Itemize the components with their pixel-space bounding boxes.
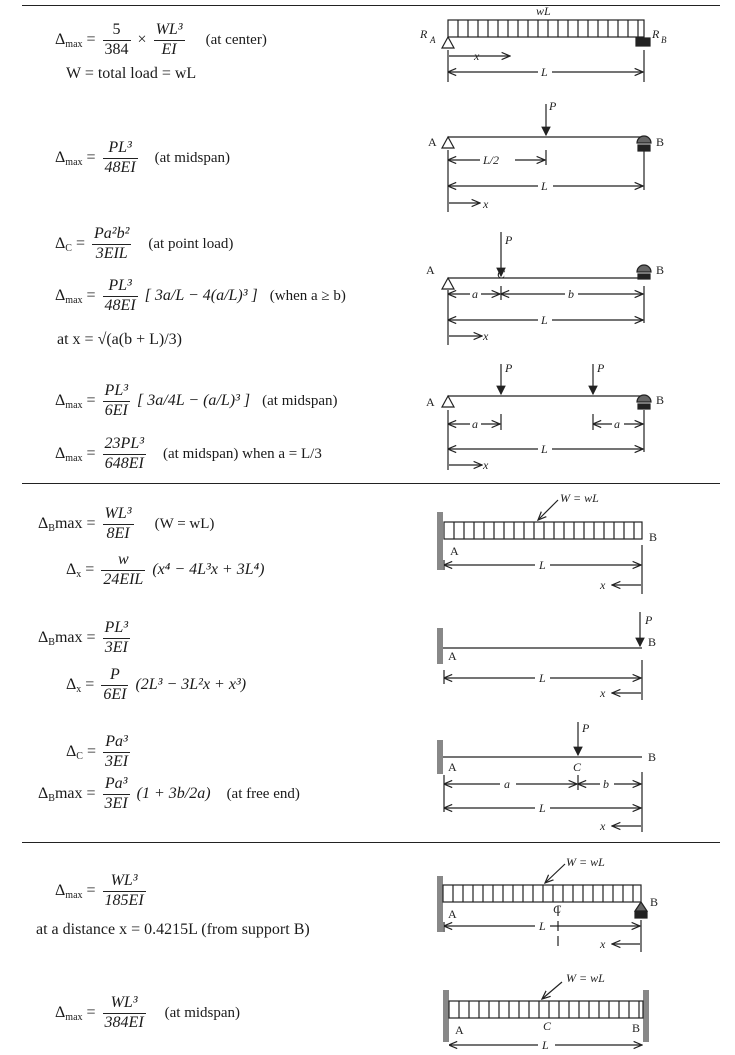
svg-text:L: L [541, 313, 548, 327]
diagram-2 [442, 104, 651, 212]
formula-9: $\Delta_{max}$ = $\frac{\text{WL³}}{384EI}$ (at midspan) [55, 994, 241, 1031]
svg-text:R: R [652, 27, 660, 41]
svg-text:B: B [649, 530, 658, 544]
formula-1: $\Delta_{max}$ = $\frac{5}{384}$ × $\frac{\text{WL³}}{EI}$ (at center) [55, 21, 267, 58]
svg-text:L/2: L/2 [483, 153, 500, 167]
svg-text:a: a [504, 777, 510, 791]
svg-text:A: A [430, 35, 436, 45]
svg-text:x: x [483, 197, 489, 211]
svg-text:B: B [661, 35, 667, 45]
svg-text:L: L [539, 558, 546, 572]
svg-text:a: a [614, 417, 620, 431]
svg-text:L: L [541, 179, 548, 193]
formula-8a: $\Delta_{max}$ = $\frac{\text{WL³}}{185EI}$ [55, 872, 144, 909]
svg-text:P: P [505, 233, 513, 247]
formula-6a: $\Delta_B\max$ = $\frac{\text{PL³}}{3EI}$ [38, 619, 129, 656]
formula-3b: $\Delta_{max}$ = $\frac{\text{PL³}}{48EI}$ [ 3a/L − 4(a/L)³ ] (when a ≥ b) [55, 277, 346, 314]
fraction: $\frac{\text{WL³}}{EI}$ [155, 21, 183, 58]
svg-text:x: x [474, 49, 480, 63]
svg-text:x: x [483, 329, 489, 343]
fixed-wall-icon [437, 512, 443, 570]
pin-support-icon [442, 37, 454, 48]
svg-text:b: b [603, 777, 609, 791]
svg-text:a: a [472, 417, 478, 431]
formula-6b: $\Delta_x$ = $\frac{P}{6EI}$ (2L³ − 3L²x + x³) [66, 666, 247, 703]
roller-support-icon [636, 38, 650, 46]
svg-text:C: C [497, 267, 506, 281]
svg-text:C: C [573, 760, 582, 774]
svg-text:L: L [539, 671, 546, 685]
svg-text:W = wL: W = wL [566, 855, 605, 869]
svg-text:x: x [600, 937, 606, 951]
svg-text:C: C [553, 902, 562, 916]
svg-text:L: L [539, 801, 546, 815]
svg-text:b: b [568, 287, 574, 301]
formula-3a: $\Delta_C$ = $\frac{\text{Pa²b²}}{\text{3EIL}}$ (at point load) [55, 225, 234, 262]
svg-text:L: L [539, 919, 546, 933]
formula-5a: $\Delta_B\max$ = $\frac{\text{WL³}}{8EI}$ (W = wL) [38, 505, 215, 542]
svg-text:A: A [448, 907, 457, 921]
diagram-6 [437, 612, 642, 700]
formula-8b: at a distance x = 0.4215L (from support B) [36, 921, 310, 938]
svg-text:x: x [483, 458, 489, 472]
formula-5b: $\Delta_x$ = $\frac{w}{\text{24EIL}}$ (x⁴ − 4L³x + 3L⁴) [66, 551, 265, 588]
formula-2: $\Delta_{max}$ = $\frac{\text{PL³}}{48EI}$ (at midspan) [55, 139, 231, 176]
svg-text:wL: wL [536, 4, 551, 18]
svg-text:B: B [650, 895, 659, 909]
svg-text:A: A [426, 395, 435, 409]
svg-text:A: A [448, 649, 457, 663]
fraction: $\frac{5}{384}$ [104, 21, 129, 58]
svg-text:B: B [648, 750, 657, 764]
svg-text:P: P [597, 361, 605, 375]
svg-text:W = wL: W = wL [566, 971, 605, 985]
formula-3c: at x = √(a(b + L)/3) [57, 331, 183, 348]
diagram-5 [437, 500, 642, 594]
svg-text:B: B [656, 135, 665, 149]
diagram-7 [437, 722, 642, 832]
formula-1b: W = total load = wL [66, 65, 197, 82]
svg-text:x: x [600, 686, 606, 700]
svg-text:B: B [648, 635, 657, 649]
svg-text:B: B [632, 1021, 641, 1035]
diagram-9 [443, 982, 649, 1045]
svg-text:A: A [450, 544, 459, 558]
svg-text:C: C [543, 1019, 552, 1033]
formula-4a: $\Delta_{max}$ = $\frac{\text{PL³}}{6EI}$ [ 3a/4L − (a/L)³ ] (at midspan) [55, 382, 338, 419]
formula-7b: $\Delta_B\max$ = $\frac{\text{Pa³}}{3EI}$ (1 + 3b/2a) (at free end) [38, 775, 300, 812]
svg-text:P: P [645, 613, 653, 627]
svg-text:a: a [472, 287, 478, 301]
svg-text:L: L [541, 442, 548, 456]
svg-text:A: A [448, 760, 457, 774]
formula-7a: $\Delta_C$ = $\frac{\text{Pa³}}{3EI}$ [66, 733, 129, 770]
svg-text:R: R [420, 27, 428, 41]
svg-text:L: L [541, 65, 548, 79]
delta-symbol: Δ [55, 30, 66, 48]
svg-text:x: x [600, 578, 606, 592]
diagram-8 [437, 864, 647, 952]
svg-text:P: P [549, 99, 557, 113]
formula-4b: $\Delta_{max}$ = $\frac{\text{23PL³}}{648EI}$ (at midspan) when a = L/3 [55, 435, 322, 472]
svg-text:P: P [582, 721, 590, 735]
svg-text:L: L [542, 1038, 549, 1052]
svg-text:P: P [505, 361, 513, 375]
svg-text:A: A [428, 135, 437, 149]
svg-text:W = wL: W = wL [560, 491, 599, 505]
svg-text:B: B [656, 393, 665, 407]
svg-text:x: x [600, 819, 606, 833]
svg-text:A: A [426, 263, 435, 277]
svg-text:A: A [455, 1023, 464, 1037]
svg-text:B: B [656, 263, 665, 277]
